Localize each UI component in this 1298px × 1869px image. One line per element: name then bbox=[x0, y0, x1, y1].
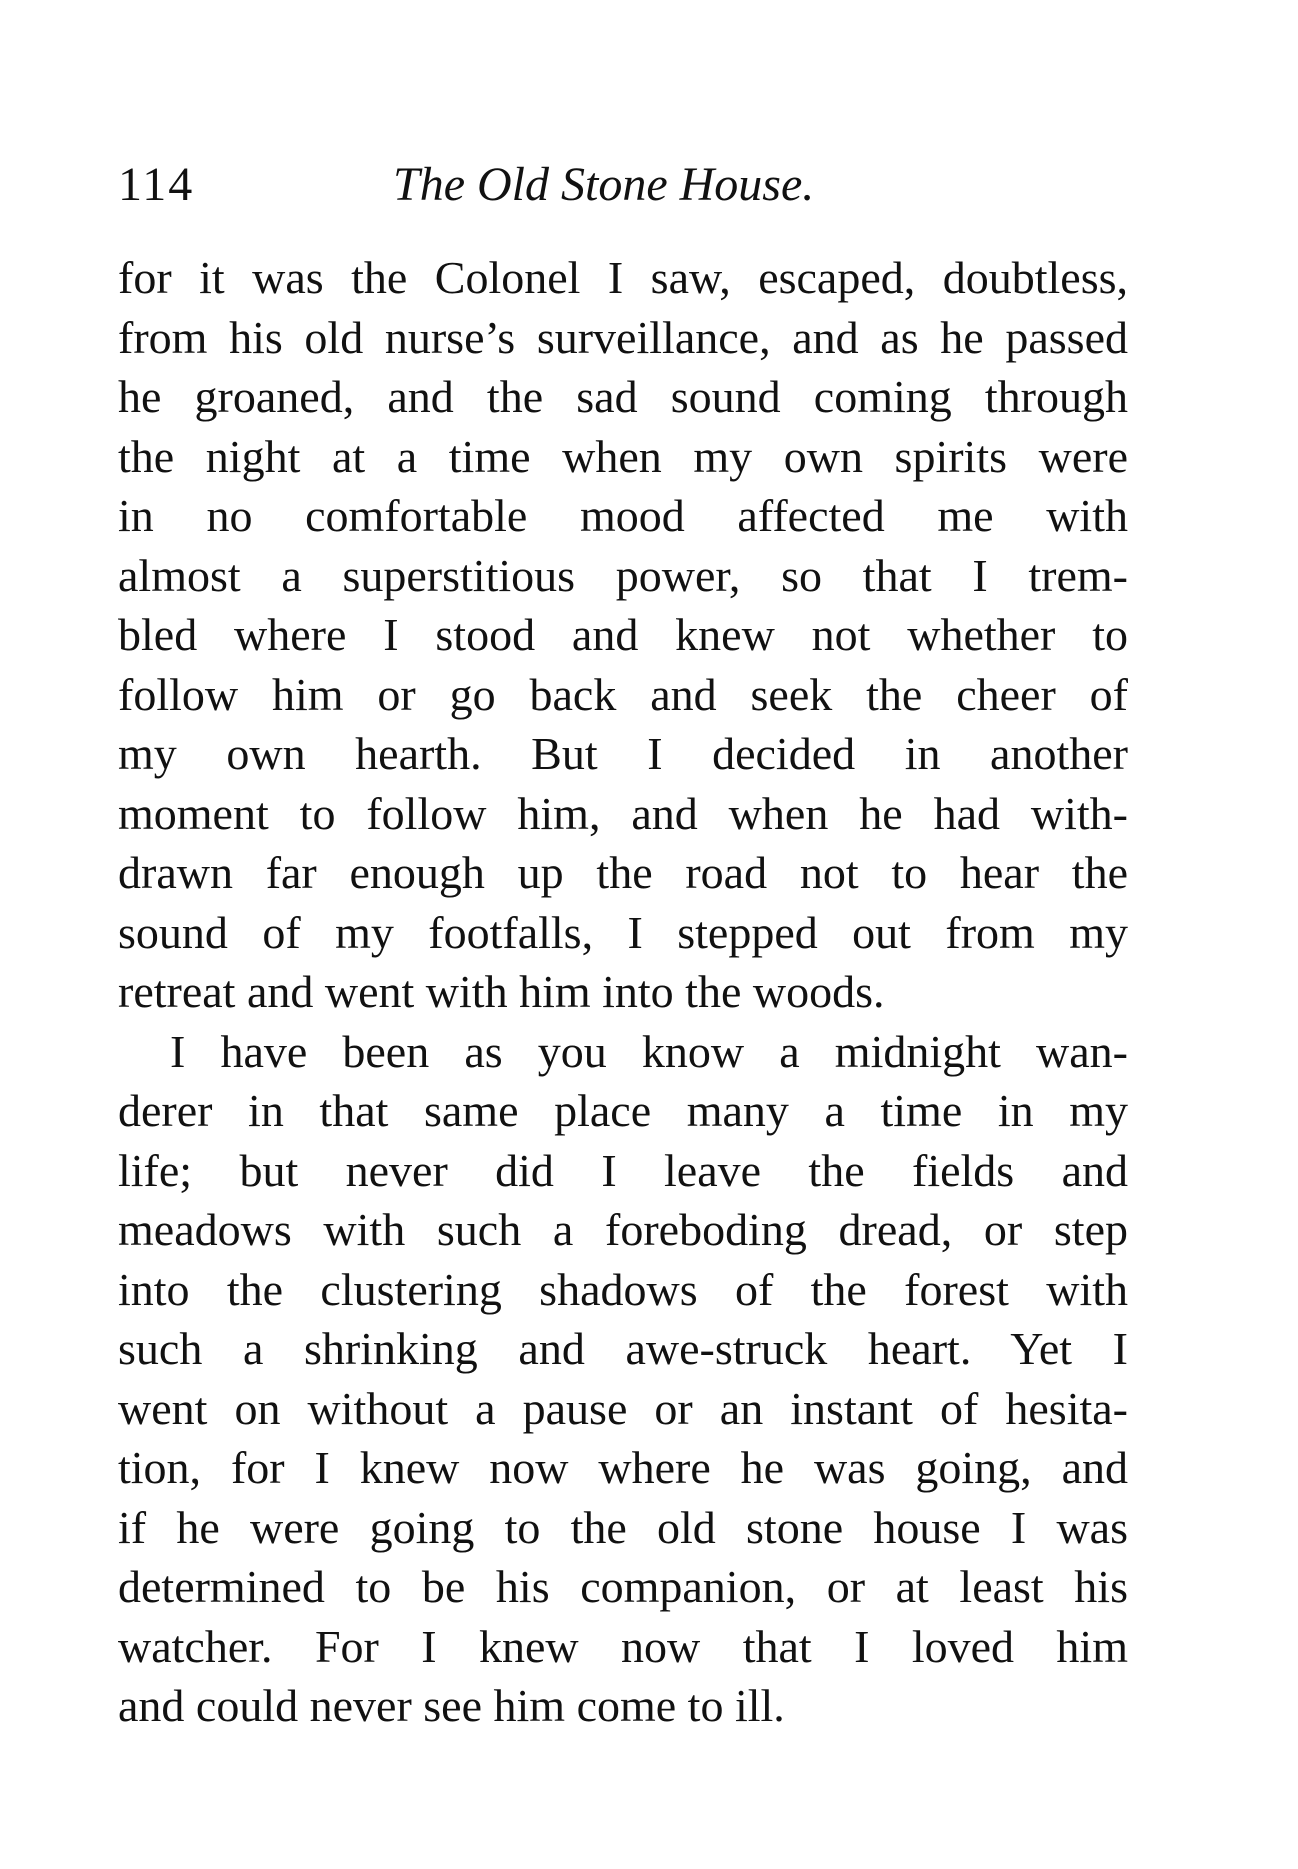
text-line: watcher. For I knew now that I loved him bbox=[118, 1620, 1128, 1672]
text-line: into the clustering shadows of the forest with bbox=[118, 1263, 1128, 1315]
text-line: sound of my footfalls, I stepped out from my bbox=[118, 906, 1128, 958]
text-line: drawn far enough up the road not to hear the bbox=[118, 847, 1128, 898]
text-line: moment to follow him, and when he had with- bbox=[118, 787, 1128, 839]
paragraph-2 bbox=[118, 1022, 1128, 1736]
text-line: and could never see him come to ill. bbox=[118, 1680, 785, 1731]
text-line: follow him or go back and seek the cheer of bbox=[118, 668, 1128, 720]
text-line: in no comfortable mood affected me with bbox=[118, 490, 1128, 541]
text-line: bled where I stood and knew not whether to bbox=[118, 609, 1128, 660]
text-line: from his old nurse’s surveillance, and as he passed bbox=[118, 311, 1128, 363]
text-line: for it was the Colonel I saw, escaped, doubtless, bbox=[118, 252, 1128, 303]
text-line: I have been as you know a midnight wan- bbox=[170, 1025, 1128, 1077]
text-line: retreat and went with him into the woods. bbox=[118, 966, 885, 1017]
text-line: almost a superstitious power, so that I trem- bbox=[118, 549, 1128, 601]
text-line: my own hearth. But I decided in another bbox=[118, 728, 1128, 779]
page-number: 114 bbox=[118, 158, 195, 211]
text-line: he groaned, and the sad sound coming through bbox=[118, 371, 1128, 422]
text-line: meadows with such a foreboding dread, or step bbox=[118, 1204, 1128, 1255]
text-line: tion, for I knew now where he was going, and bbox=[118, 1442, 1128, 1493]
body-text bbox=[118, 248, 1128, 1736]
page-header bbox=[118, 150, 1128, 220]
text-line: the night at a time when my own spirits were bbox=[118, 430, 1128, 482]
paragraph-1 bbox=[118, 248, 1128, 1022]
text-line: life; but never did I leave the fields and bbox=[118, 1144, 1128, 1196]
text-line: derer in that same place many a time in my bbox=[118, 1085, 1128, 1136]
text-line: went on without a pause or an instant of hesita- bbox=[118, 1382, 1128, 1434]
running-title: The Old Stone House. bbox=[393, 158, 815, 211]
text-line: determined to be his companion, or at least his bbox=[118, 1561, 1128, 1612]
text-line: such a shrinking and awe-struck heart. Yet I bbox=[118, 1323, 1128, 1374]
text-line: if he were going to the old stone house I was bbox=[118, 1501, 1128, 1553]
